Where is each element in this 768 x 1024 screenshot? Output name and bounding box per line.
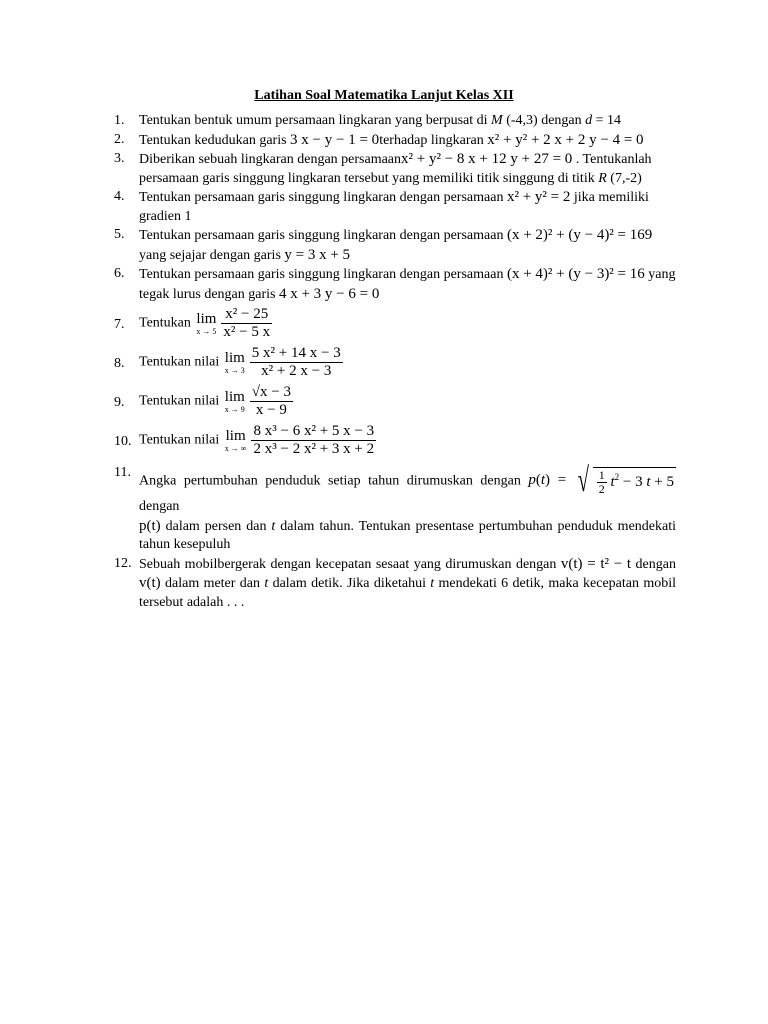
question-text: Tentukan [139, 315, 195, 331]
question-text: Tentukan kedudukan garis [139, 132, 291, 148]
denominator: x² + 2 x − 3 [261, 363, 332, 379]
question-text: Tentukan nilai [139, 354, 223, 370]
var-t: t [264, 576, 269, 591]
limit-fraction [251, 423, 376, 458]
question-text: yang sejajar dengan garis [139, 247, 285, 263]
question-text: Tentukan persamaan garis singgung lingkaran dengan persamaan [139, 267, 507, 282]
question-number: 9. [114, 395, 125, 410]
numerator: 5 x² + 14 x − 3 [251, 345, 341, 361]
question-7 [114, 306, 676, 341]
question-text: Sebuah mobilbergerak dengan kecepatan sesaat yang dirumuskan dengan [139, 556, 561, 572]
question-text: mendekati 6 detik, maka kecepatan mobil tersebut adalah . . . [139, 576, 676, 610]
question-number: 7. [114, 317, 125, 332]
question-number: 11. [114, 465, 131, 480]
lim-subscript: x → 3 [224, 365, 245, 375]
growth-function: p(t) = √ $\frac{1}{2}$ $t^2 - 3$ t + 5 [528, 462, 674, 499]
question-text: (7,-2) [606, 170, 642, 186]
question-9 [114, 384, 676, 419]
lim-subscript: x → 5 [196, 326, 217, 336]
question-text: Tentukan nilai [139, 432, 223, 448]
v-of-t: v(t) [139, 575, 161, 591]
numerator: √x − 3 [251, 384, 291, 400]
limit-fraction [221, 306, 272, 341]
question-text: jika memiliki gradien 1 [139, 190, 649, 224]
circle-equation: x² + y² − 8 x + 12 y + 27 = 0 [401, 151, 573, 167]
lim-word: lim [196, 310, 217, 327]
question-text: Diberikan sebuah lingkaran dengan persamaan [139, 152, 402, 167]
question-4 [114, 188, 676, 226]
var-t: t [430, 576, 435, 591]
question-text: terhadap lingkaran [379, 132, 488, 148]
var-d: d [585, 113, 593, 128]
limit-operator [196, 312, 216, 336]
question-text: dalam meter dan [160, 576, 265, 591]
line-equation: 4 x + 3 y − 6 = 0 [278, 285, 380, 302]
question-number: 6. [114, 266, 125, 281]
question-11 [114, 464, 676, 555]
limit-fraction [250, 345, 343, 380]
question-text: dengan [631, 556, 676, 572]
var-r: R [598, 170, 607, 186]
limit-operator [225, 351, 245, 375]
question-text: dalam tahun. Tentukan presentase pertumbuhan penduduk mendekati tahun kesepuluh [139, 518, 676, 552]
question-3 [114, 150, 676, 188]
question-text: Tentukan persamaan garis singgung lingkaran dengan persamaan [139, 190, 507, 205]
numerator: 1 [598, 467, 605, 482]
numerator: x² − 25 [221, 306, 272, 324]
question-text: dalam detik. Jika diketahui [268, 576, 431, 591]
question-list [114, 112, 676, 612]
limit-operator [225, 429, 247, 453]
circle-equation: (x + 4)² + (y − 3)² = 16 [506, 266, 645, 282]
question-2 [114, 131, 676, 151]
numerator: 8 x³ − 6 x² + 5 x − 3 [253, 423, 375, 439]
document-title: Latihan Soal Matematika Lanjut Kelas XII [254, 88, 514, 103]
question-text: = 14 [592, 113, 622, 128]
var-m: M [491, 113, 503, 128]
question-text: Tentukan bentuk umum persamaan lingkaran yang berpusat di [139, 113, 492, 128]
question-text: (-4,3) dengan [502, 113, 586, 128]
question-number: 10. [114, 434, 132, 449]
limit-operator [225, 390, 245, 414]
denominator: x − 9 [255, 402, 287, 418]
question-text: dalam persen dan [160, 518, 272, 534]
line-equation: 3 x − y − 1 = 0 [290, 131, 380, 148]
question-10 [114, 423, 676, 458]
question-text: Tentukan persamaan garis singgung lingkaran dengan persamaan [139, 228, 507, 243]
question-number: 3. [114, 151, 125, 166]
question-8 [114, 345, 676, 380]
question-number: 2. [114, 131, 125, 147]
var-t: t [271, 518, 276, 534]
question-text: yang tegak lurus dengan garis [139, 267, 676, 302]
lim-word: lim [225, 427, 246, 444]
question-text: Angka pertumbuhan penduduk setiap tahun dirumuskan dengan [139, 473, 529, 489]
question-6 [114, 265, 676, 304]
denominator: x² − 5 x [223, 324, 271, 340]
lim-word: lim [224, 388, 245, 405]
circle-equation: x² + y² = 2 [506, 189, 571, 205]
question-1 [114, 112, 676, 131]
question-number: 12. [114, 555, 132, 571]
lim-subscript: x → ∞ [224, 443, 247, 453]
question-number: 5. [114, 227, 125, 242]
lim-subscript: x → 9 [224, 404, 245, 414]
question-text: . Tentukanlah persamaan garis singgung lingkaran tersebut yang memiliki titik singgung di titik [139, 152, 652, 186]
question-number: 8. [114, 356, 125, 371]
lim-word: lim [224, 349, 245, 366]
denominator: 2 [598, 481, 605, 496]
question-number: 4. [114, 189, 125, 204]
question-text: Tentukan nilai [139, 393, 223, 409]
question-5 [114, 226, 676, 265]
line-equation: y = 3 x + 5 [284, 246, 351, 263]
question-text: dengan [139, 499, 180, 514]
circle-equation: x² + y² + 2 x + 2 y − 4 = 0 [487, 131, 644, 148]
circle-equation: (x + 2)² + (y − 4)² = 169 [506, 227, 653, 243]
denominator: 2 x³ − 2 x² + 3 x + 2 [253, 441, 375, 457]
half-fraction [597, 469, 607, 496]
sqrt-expression: √ $\frac{1}{2}$ $t^2 - 3$ t + 5 [577, 462, 674, 499]
p-of-t: p(t) [139, 517, 161, 534]
question-number: 1. [114, 113, 125, 128]
velocity-function: v(t) = t² − t [560, 555, 632, 572]
question-12 [114, 555, 676, 613]
limit-fraction [250, 384, 293, 419]
